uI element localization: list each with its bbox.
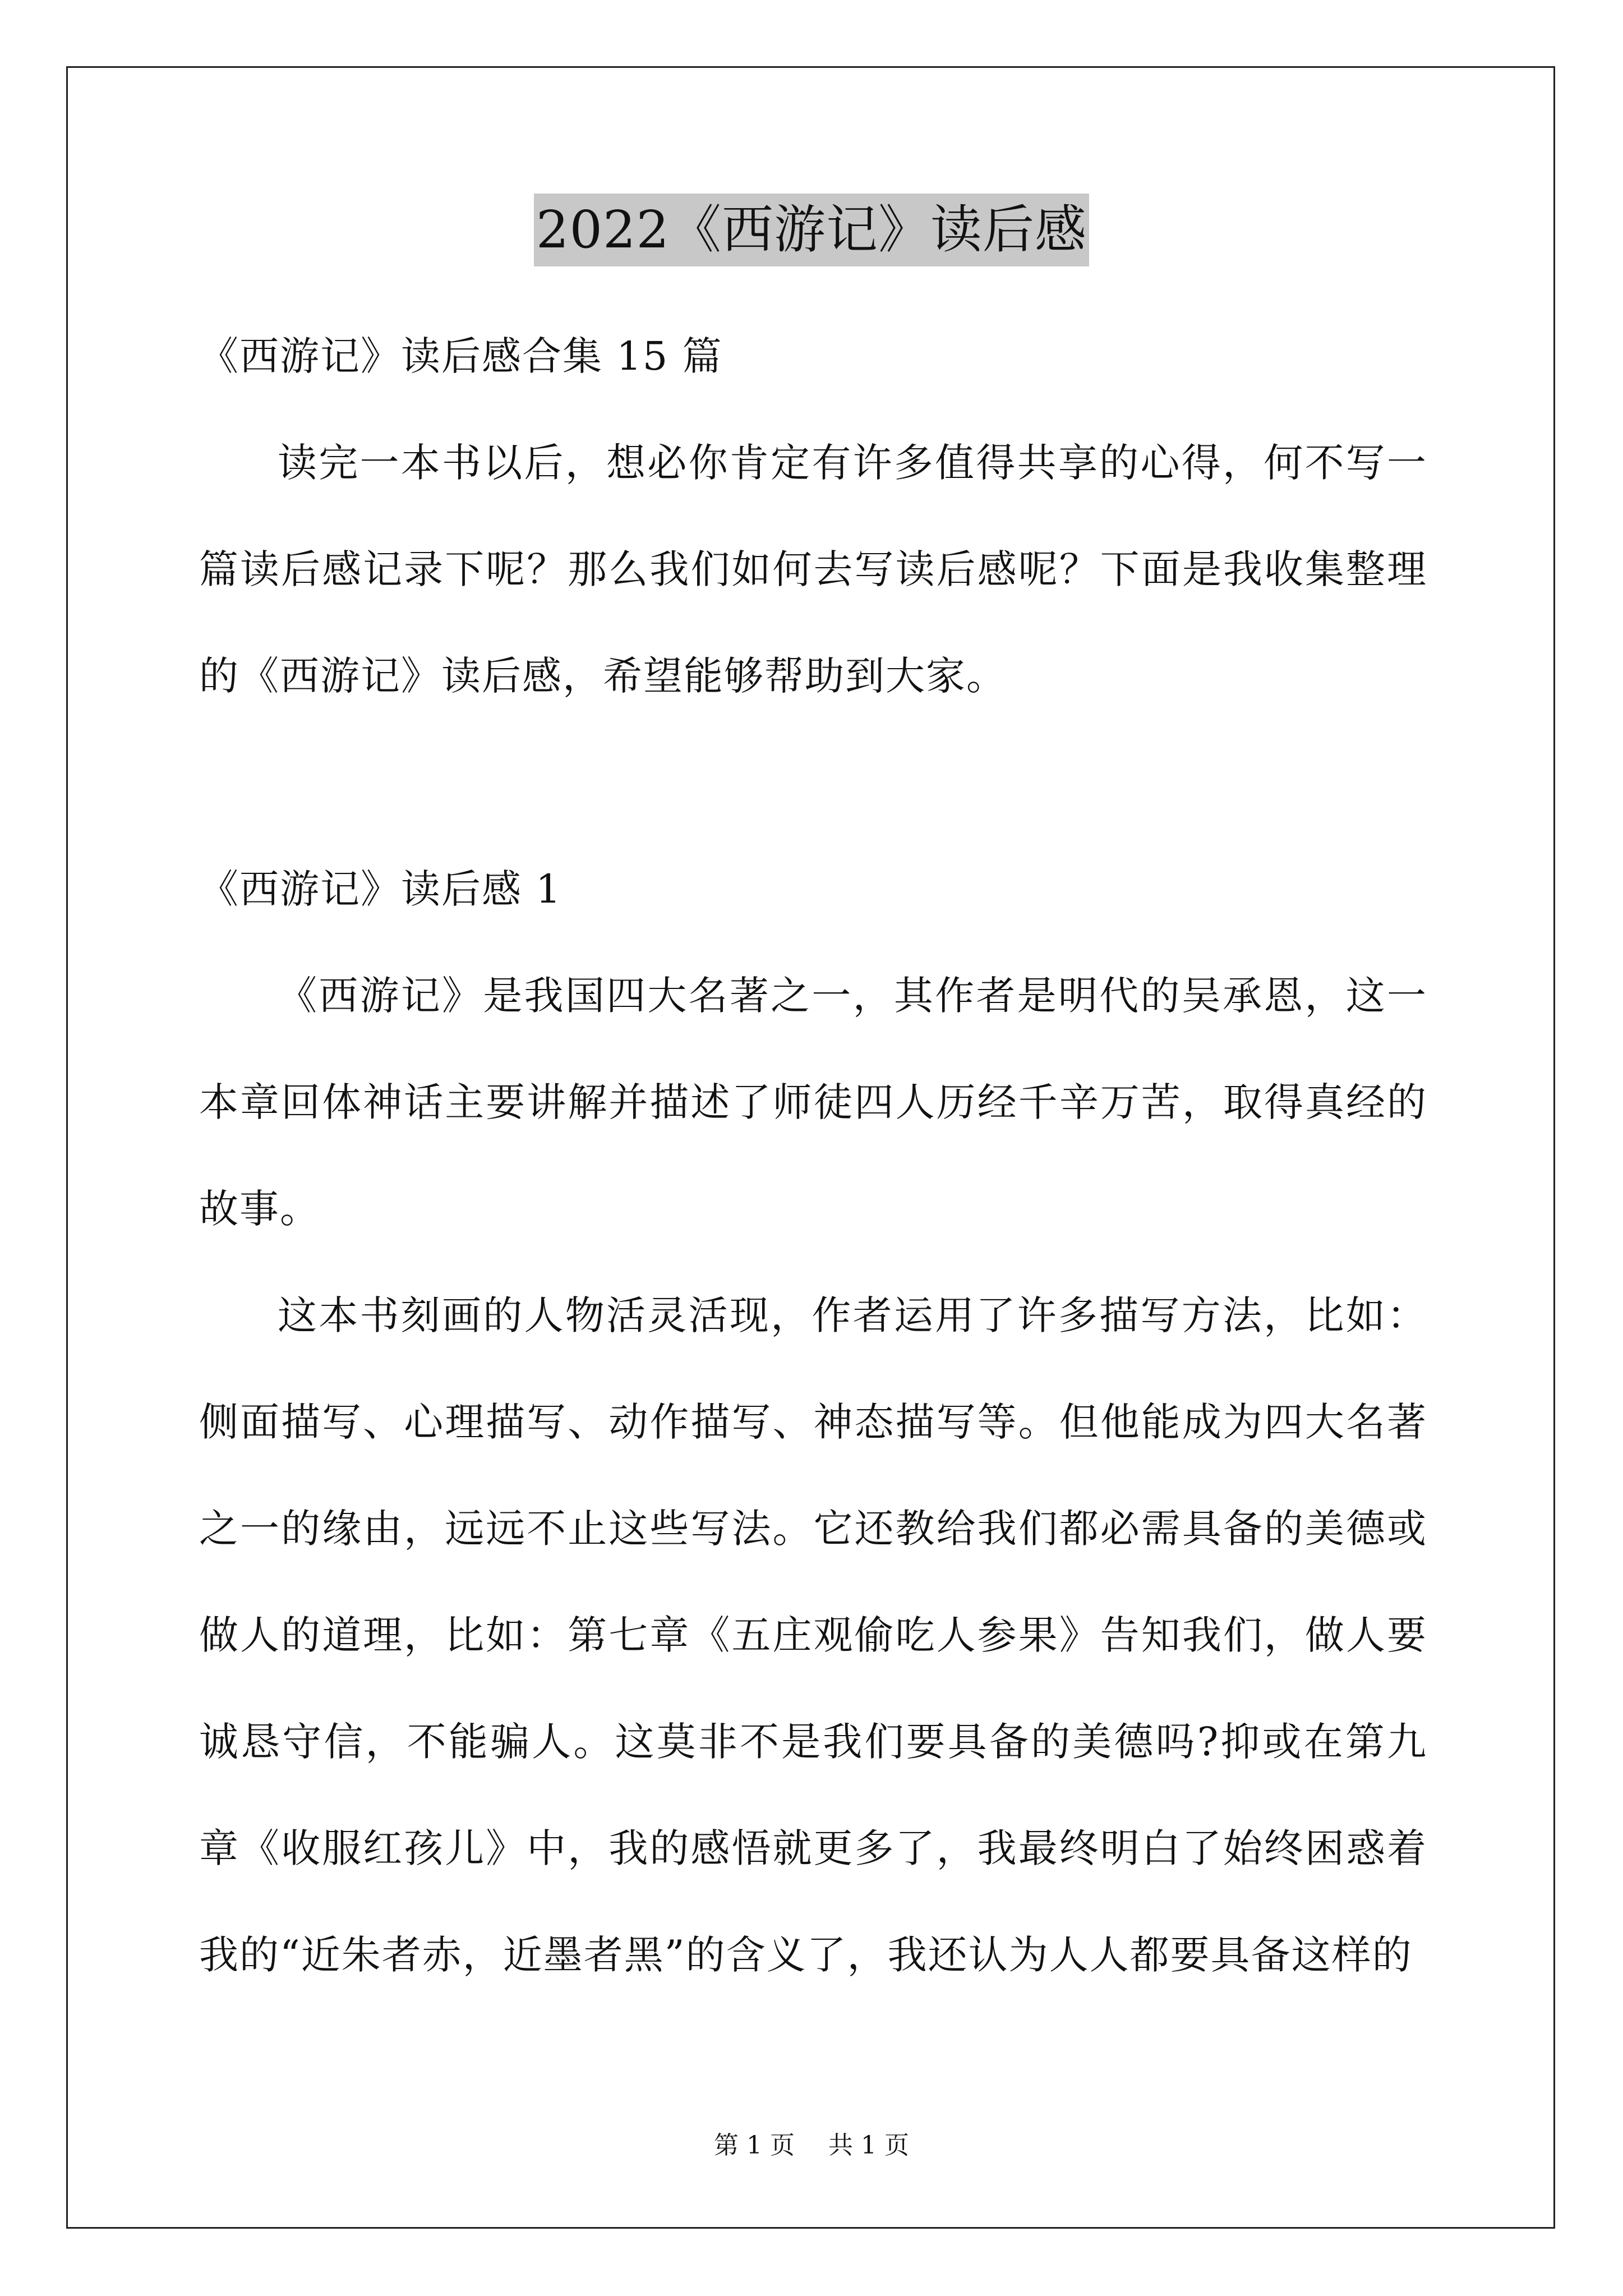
document-body bbox=[199, 303, 1427, 2008]
document-subtitle: 《西游记》读后感合集 15 篇 bbox=[199, 333, 723, 379]
page-total: 共 1 页 bbox=[828, 2131, 909, 2160]
section-heading: 《西游记》读后感 1 bbox=[199, 866, 562, 912]
document-title: 2022《西游记》读后感 bbox=[534, 194, 1089, 266]
body-paragraph-1: 《西游记》是我国四大名著之一，其作者是明代的吴承恩，这一本章回体神话主要讲解并描述了师徒四人历经千辛万苦，取得真经的故事。 bbox=[199, 973, 1427, 1232]
body-paragraph-2: 这本书刻画的人物活灵活现，作者运用了许多描写方法，比如：侧面描写、心理描写、动作描写、神态描写等。但他能成为四大名著之一的缘由，远远不止这些写法。它还教给我们都必需具备的美德或做人的道理，比如：第七章《五庄观偷吃人参果》告知我们，做人要诚恳守信，不能骗人。这莫非不是我们要具备的美德吗?抑或在第九章《收服红孩儿》中，我的感悟就更多了，我最终明白了始终困惑着我的“近朱者赤，近墨者黑”的含义了，我还认为人人都要具备这样的 bbox=[199, 1292, 1427, 1978]
page-footer bbox=[0, 2129, 1623, 2162]
intro-paragraph: 读完一本书以后，想必你肯定有许多值得共享的心得，何不写一篇读后感记录下呢？那么我们如何去写读后感呢？下面是我收集整理的《西游记》读后感，希望能够帮助到大家。 bbox=[199, 440, 1427, 699]
title-container bbox=[0, 194, 1623, 266]
page-number: 第 1 页 bbox=[714, 2131, 795, 2160]
blank-line bbox=[199, 729, 1427, 836]
